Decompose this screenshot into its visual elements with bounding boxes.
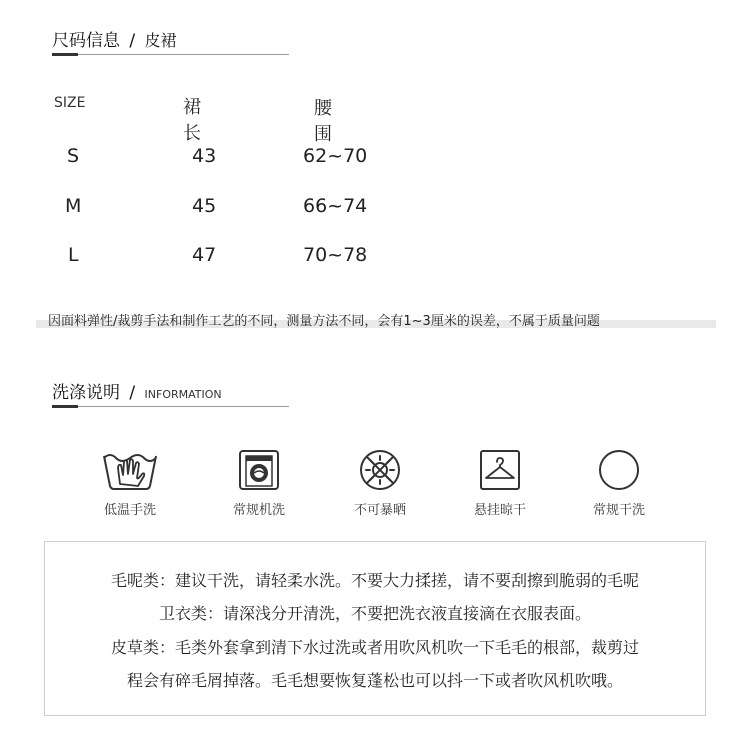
care-icon-dry-clean xyxy=(574,446,664,518)
table-row-l-length: 47 xyxy=(192,244,217,266)
machine-wash-icon xyxy=(229,446,289,494)
table-row-s-size: S xyxy=(67,145,80,167)
wash-section-rule-accent xyxy=(52,405,78,408)
size-section-rule-accent xyxy=(52,53,78,56)
disclaimer-text: 因面料弹性/裁剪手法和制作工艺的不同，测量方法不同，会有1~3厘米的误差，不属于质量问题 xyxy=(48,314,600,329)
no-sun-dry-icon xyxy=(350,446,410,494)
care-icon-hang-dry xyxy=(455,446,545,518)
table-row-s-length: 43 xyxy=(192,145,217,167)
size-section-separator: / xyxy=(129,31,136,51)
size-section-subtitle: 皮裙 xyxy=(144,31,177,50)
hang-dry-icon xyxy=(470,446,530,494)
care-text-fur-2: 程会有碎毛屑掉落。毛毛想要恢复蓬松也可以抖一下或者吹风机吹哦。 xyxy=(126,671,623,690)
table-row-l-size: L xyxy=(68,244,79,266)
care-label-hang-dry: 悬挂晾干 xyxy=(473,503,526,518)
care-icon-no-sun xyxy=(335,446,425,518)
table-row-m-waist: 66~74 xyxy=(303,195,368,217)
care-text-wool: 毛呢类：建议干洗，请轻柔水洗。不要大力揉搓，请不要刮擦到脆弱的毛呢 xyxy=(110,571,639,590)
table-header-waist: 腰围 xyxy=(314,98,332,145)
table-header-size: SIZE xyxy=(54,95,86,111)
dry-clean-icon xyxy=(589,446,649,494)
size-section-title xyxy=(52,26,177,51)
care-text-fur-1: 皮草类：毛类外套拿到清下水过洗或者用吹风机吹一下毛毛的根部，裁剪过 xyxy=(110,638,639,657)
care-label-no-sun: 不可暴晒 xyxy=(353,503,406,518)
table-row-m-length: 45 xyxy=(192,195,217,217)
care-icon-machine-wash xyxy=(214,446,304,518)
wash-section-separator: / xyxy=(129,383,136,403)
size-section-rule xyxy=(52,54,289,55)
care-label-machine-wash: 常规机洗 xyxy=(232,503,285,518)
care-label-dry-clean: 常规干洗 xyxy=(592,503,645,518)
table-header-length: 裙长 xyxy=(183,97,201,144)
wash-section-rule xyxy=(52,406,289,407)
care-text-hoodie: 卫衣类：请深浅分开清洗，不要把洗衣液直接滴在衣服表面。 xyxy=(158,604,591,623)
hand-wash-icon xyxy=(100,446,160,494)
table-row-m-size: M xyxy=(65,195,82,217)
wash-section-subtitle: INFORMATION xyxy=(144,388,222,401)
wash-section-title xyxy=(52,378,222,403)
wash-section-title-text: 洗涤说明 xyxy=(52,383,120,403)
care-icon-hand-wash xyxy=(85,446,175,518)
size-section-title-text: 尺码信息 xyxy=(52,31,120,51)
table-row-s-waist: 62~70 xyxy=(303,145,368,167)
table-row-l-waist: 70~78 xyxy=(303,244,368,266)
care-label-hand-wash: 低温手洗 xyxy=(103,503,156,518)
